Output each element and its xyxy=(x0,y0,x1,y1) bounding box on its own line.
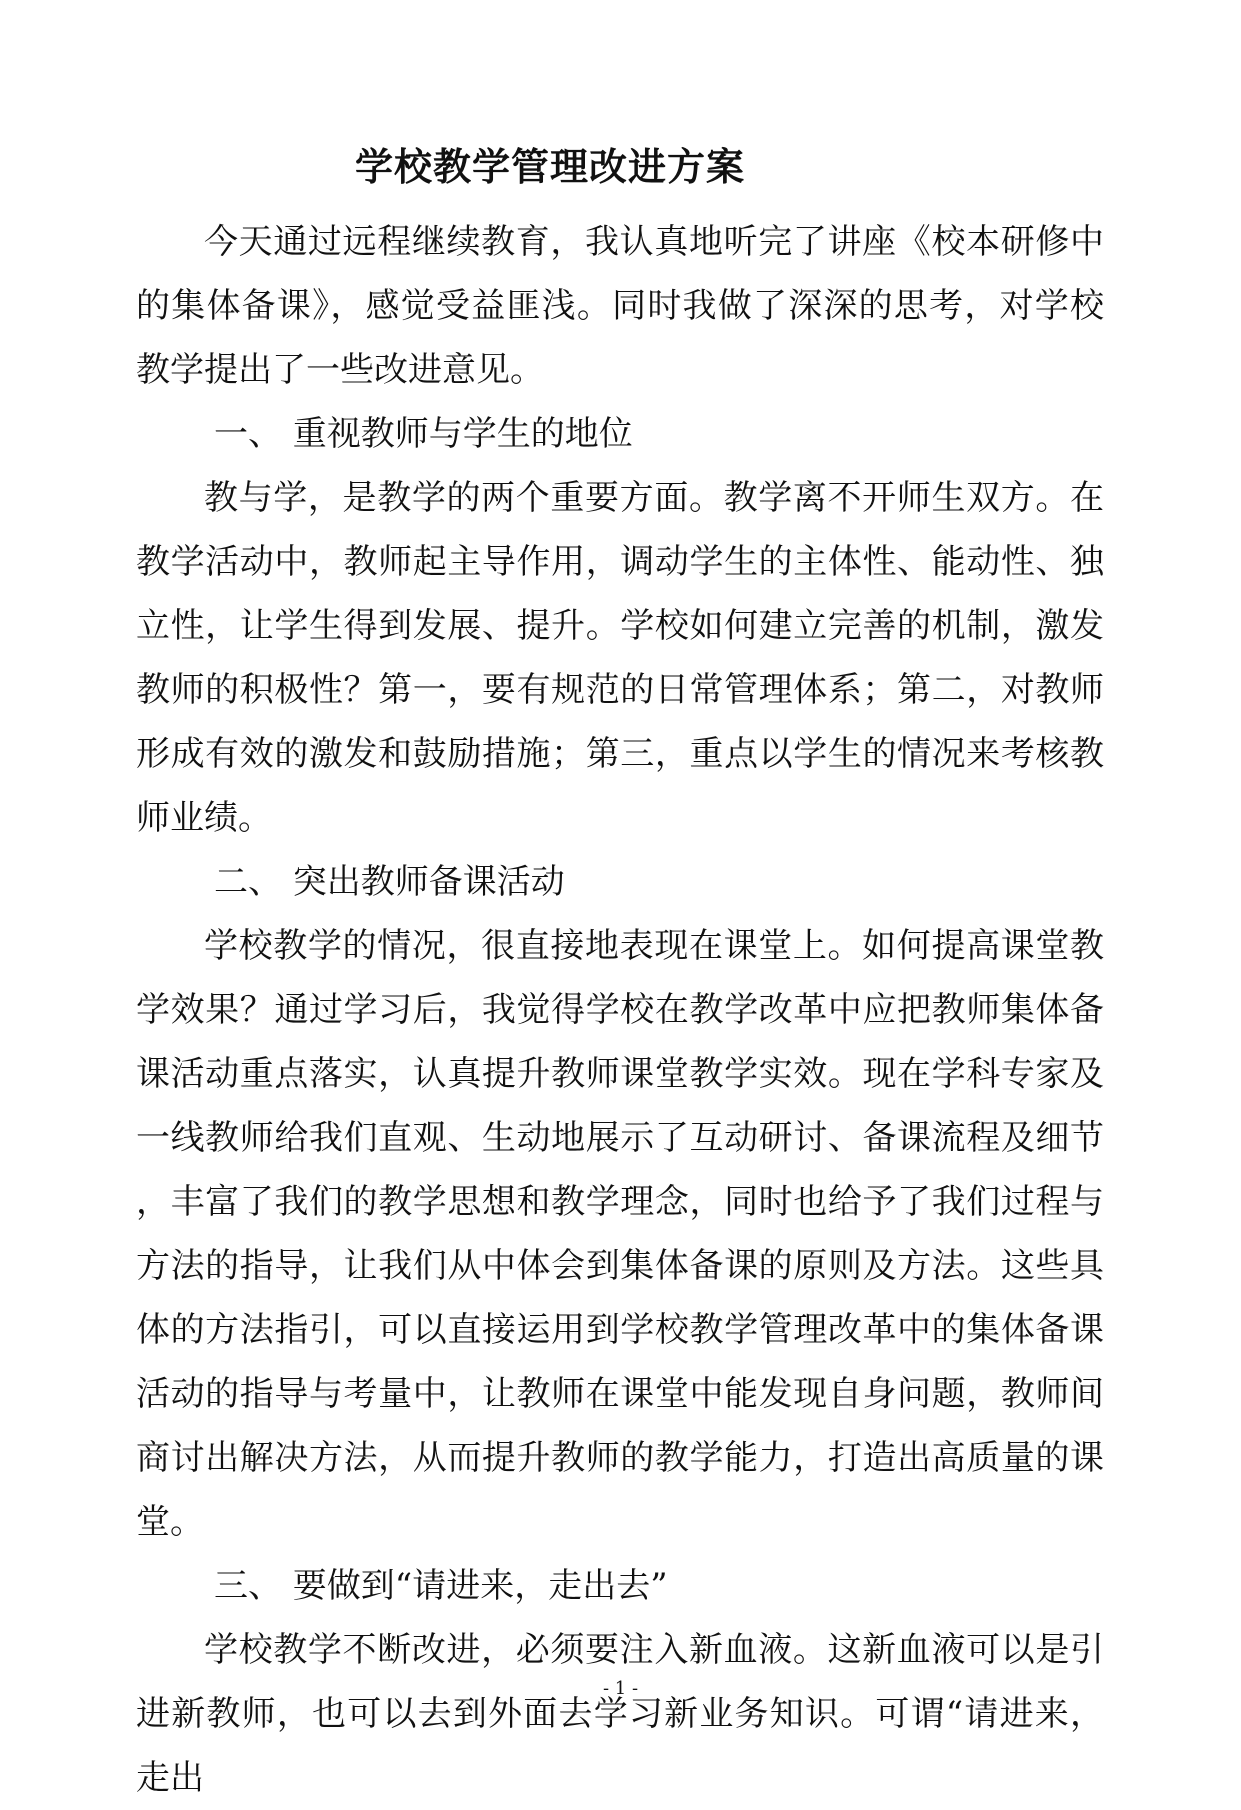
section-3-paragraph: 学校教学不断改进，必须要注入新血液。这新血液可以是引进新教师，也可以去到外面去学习新业务知识。可谓“请进来，走出 xyxy=(136,1630,1104,1798)
section-heading-3: 三、 要做到“请进来，走出去” xyxy=(214,1566,668,1606)
section-2-paragraph: 学校教学的情况，很直接地表现在课堂上。如何提高课堂教学效果？通过学习后，我觉得学校在教学改革中应把教师集体备课活动重点落实，认真提升教师课堂教学实效。现在学科专家及一线教师给我们直观、生动地展示了互动研讨、备课流程及细节，丰富了我们的教学思想和教学理念，同时也给予了我们过程与方法的指导，让我们从中体会到集体备课的原则及方法。这些具体的方法指引，可以直接运用到学校教学管理改革中的集体备课活动的指导与考量中，让教师在课堂中能发现自身问题，教师间商讨出解决方法，从而提升教师的教学能力，打造出高质量的课堂。 xyxy=(136,926,1104,1542)
section-heading-2: 二、 突出教师备课活动 xyxy=(214,862,565,902)
section-heading-1: 一、 重视教师与学生的地位 xyxy=(214,414,633,454)
page-number: - 1 - xyxy=(602,1678,639,1699)
document-title: 学校教学管理改进方案 xyxy=(354,145,745,189)
document-body xyxy=(136,210,1104,1810)
section-1-paragraph: 教与学，是教学的两个重要方面。教学离不开师生双方。在教学活动中，教师起主导作用，调动学生的主体性、能动性、独立性，让学生得到发展、提升。学校如何建立完善的机制，激发教师的积极性？第一，要有规范的日常管理体系；第二，对教师形成有效的激发和鼓励措施；第三，重点以学生的情况来考核教师业绩。 xyxy=(136,478,1104,838)
intro-paragraph: 今天通过远程继续教育，我认真地听完了讲座《校本研修中的集体备课》，感觉受益匪浅。同时我做了深深的思考，对学校教学提出了一些改进意见。 xyxy=(136,222,1104,390)
